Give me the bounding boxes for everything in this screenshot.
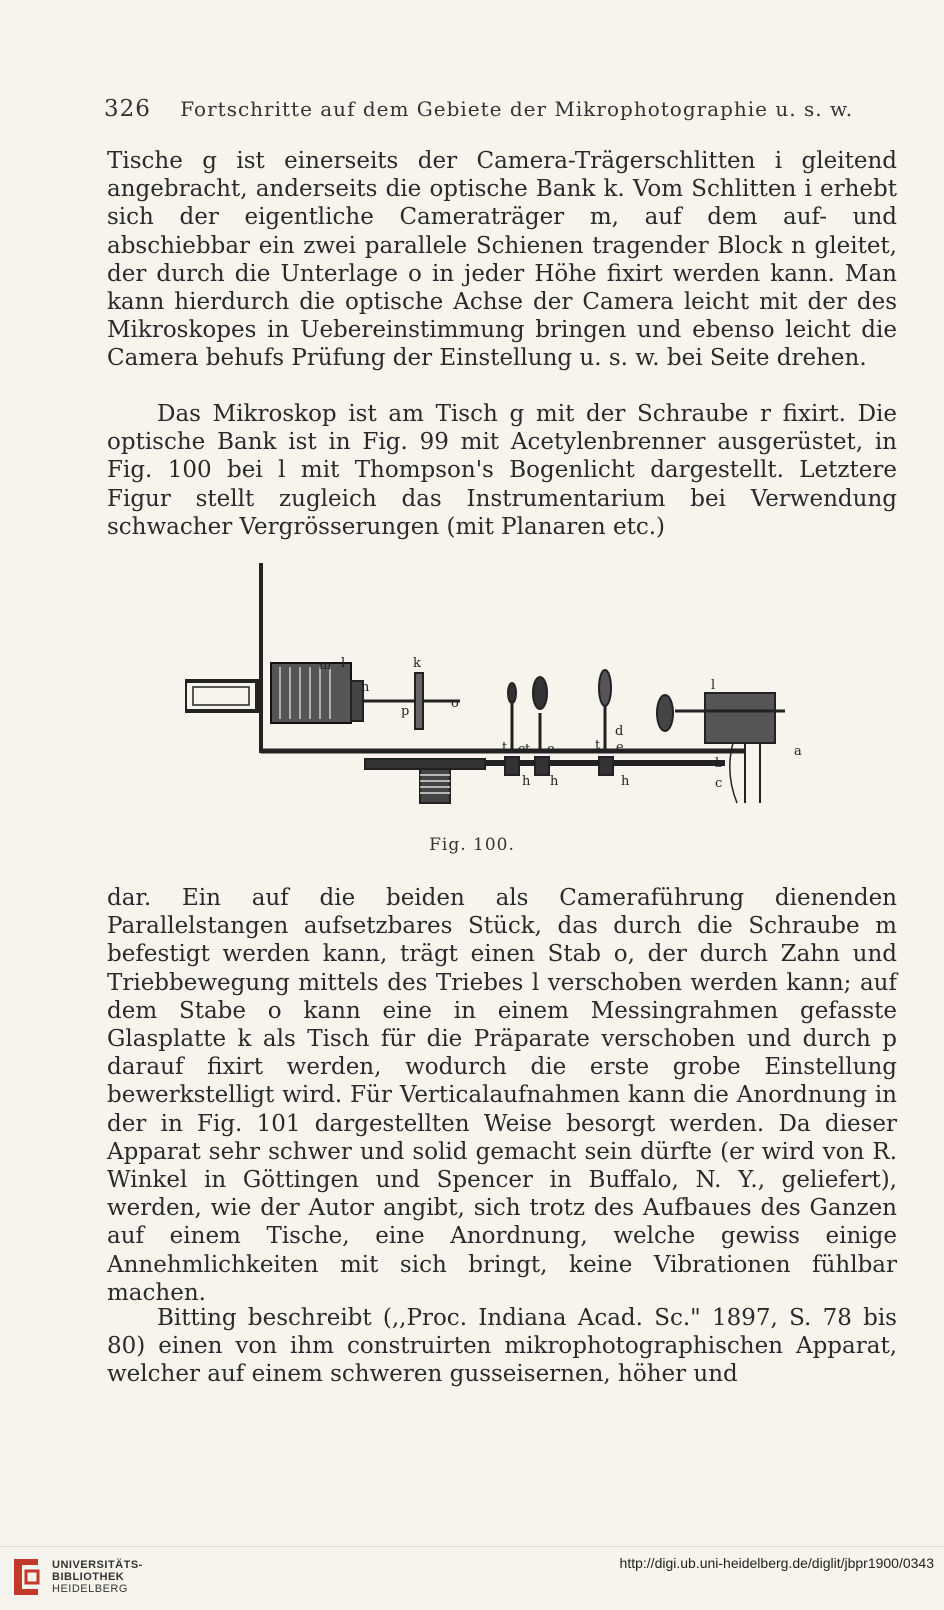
fig-label-c: c <box>715 776 723 791</box>
figure-caption: Fig. 100. <box>429 835 515 855</box>
fig-label-l-top: l <box>341 656 346 671</box>
arc-lamp <box>705 693 775 743</box>
fig-label-e2: e <box>547 742 555 757</box>
paragraph-4 <box>107 1304 897 1389</box>
fig-label-n: n <box>361 680 370 695</box>
apparatus-figure <box>185 563 825 833</box>
object-stage <box>415 673 423 729</box>
fig-label-k: k <box>413 656 421 671</box>
fig-label-t-mid: t <box>525 742 531 757</box>
fig-label-o: o <box>451 696 459 711</box>
fig-label-e3: e <box>616 740 624 755</box>
running-header <box>104 96 864 122</box>
running-title: Fortschritte auf dem Gebiete der Mikrophotographie u. s. w. <box>180 97 854 121</box>
paragraph-2-text: Das Mikroskop ist am Tisch g mit der Schraube r fixirt. Die optische Bank ist in Fig. 99 mit Acetylenbrenner ausgerüstet, in Fig. 100 bei l mit Thompson's Bogenlicht dargestellt. Letztere Figur stellt zugleich das Instrumentarium bei Verwendung schwacher Vergrösserungen (mit Planaren etc.) <box>107 401 897 540</box>
fig-label-e1: e <box>518 742 526 757</box>
camera-back-frame <box>185 681 257 711</box>
camera-bellows <box>271 663 351 723</box>
page-number: 326 <box>104 96 151 122</box>
source-url[interactable]: http://digi.ub.uni-heidelberg.de/diglit/jbpr1900/0343 <box>619 1555 934 1571</box>
fig-label-l-right: l <box>711 678 716 693</box>
bench-screw <box>420 769 450 803</box>
fig-label-b: b <box>715 756 724 771</box>
fig-label-m: m <box>319 658 332 673</box>
fig-label-h3: h <box>621 774 630 789</box>
fig-label-t1: t <box>502 740 508 755</box>
fig-label-a: a <box>794 744 802 759</box>
footer <box>0 1546 944 1610</box>
fig-label-t2: t <box>595 738 601 753</box>
fig-label-h2: h <box>550 774 559 789</box>
paragraph-3: dar. Ein auf die beiden als Cameraführung dienenden Parallelstangen aufsetzbares Stück, das durch die Schraube m befestigt werden kann, trägt einen Stab o, der durch Zahn und Triebbewegung mittels des Triebes l verschoben werden kann; auf dem Stabe o kann eine in einem Messingrahmen gefasste Glasplatte k als Tisch für die Präparate verschoben und durch p darauf fixirt werden, wodurch die erste grobe Einstellung bewerkstelligt wird. Für Verticalaufnahmen kann die Anordnung in der in Fig. 101 dargestellten Weise besorgt werden. Da dieser Apparat sehr schwer und solid gemacht sein dürfte (er wird von R. Winkel in Göttingen und Spencer in Buffalo, N. Y., geliefert), werden, wie der Autor angibt, sich trotz des Aufbaues des Ganzen auf einem Tische, eine Anordnung, welche gewiss einige Annehmlichkeiten mit sich bringt, keine Vibrationen fühlbar machen. <box>107 885 897 1306</box>
fig-label-p: p <box>401 704 410 719</box>
paragraph-2 <box>107 400 897 541</box>
paragraph-1: Tische g ist einerseits der Camera-Trägerschlitten i gleitend angebracht, anderseits die optische Bank k. Vom Schlitten i erhebt sich der eigentliche Cameraträger m, auf dem auf- und abschiebbar ein zwei parallele Schienen tragender Block n gleitet, der durch die Unterlage o in jeder Höhe fixirt werden kann. Man kann hierdurch die optische Achse der Camera leicht mit der des Mikroskopes in Uebereinstimmung bringen und ebenso leicht die Camera behufs Prüfung der Einstellung u. s. w. bei Seite drehen. <box>107 148 897 372</box>
lamp-reflector <box>657 695 673 731</box>
paragraph-4-text: Bitting beschreibt (,,Proc. Indiana Acad. Sc." 1897, S. 78 bis 80) einen von ihm construirten mikrophotographischen Apparat, welcher auf einem schweren gusseisernen, höher und <box>107 1305 897 1388</box>
library-logo-icon <box>10 1555 42 1599</box>
library-name: UNIVERSITÄTS- BIBLIOTHEK HEIDELBERG <box>52 1559 143 1595</box>
fig-label-h1: h <box>522 774 531 789</box>
fig-label-d: d <box>615 724 624 739</box>
